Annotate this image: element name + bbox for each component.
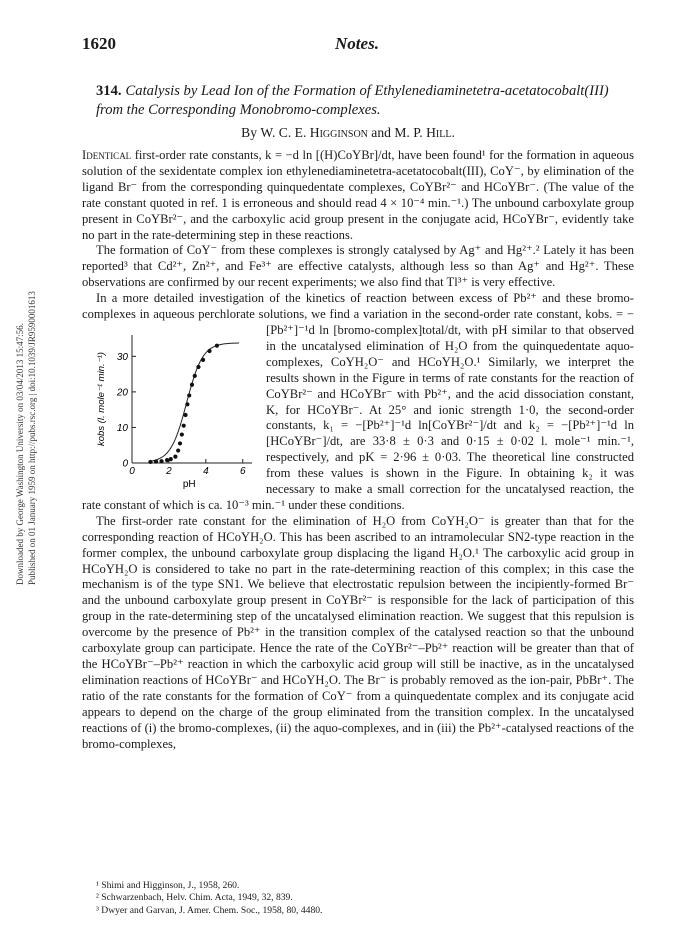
paragraph-2: The formation of CoY⁻ from these complexes is strongly catalysed by Ag⁺ and Hg²⁺.² Lately it has been reported³ that Cd²⁺, Zn²⁺, and Fe³⁺ are effective catalysts, although less so than Ag⁺ and Hg²⁺. These observations are confirmed by our recent experiments; we also find that Tl³⁺ is very effective. bbox=[82, 243, 634, 290]
theoretical-line bbox=[149, 343, 239, 461]
paragraph-3-intro: In a more detailed investigation of the kinetics of reaction between excess of Pb²⁺ and these bromo-complexes in aqueous perchlorate solutions, we find a variation in the second-order rate constant, kobs. = −[Pb²⁺]⁻¹d ln [bromo-complex]total/dt, with pH similar to bbox=[82, 291, 634, 337]
data-point bbox=[159, 459, 163, 463]
data-point bbox=[180, 432, 184, 436]
paragraph-1 bbox=[82, 148, 634, 243]
footnote-2: ² Schwarzenbach, Helv. Chim. Acta, 1949, 32, 839. bbox=[96, 892, 293, 904]
authors-conjunction: and bbox=[367, 125, 395, 140]
article-title-text: Catalysis by Lead Ion of the Formation of Ethylenediaminetetra-acetatocobalt(III) from the Corresponding Monobromo-complexes. bbox=[96, 83, 609, 118]
data-point bbox=[183, 413, 187, 417]
running-title: Notes. bbox=[335, 34, 379, 53]
x-tick-label: 2 bbox=[166, 465, 172, 477]
paragraph-1-lead: Identical bbox=[82, 148, 132, 162]
y-axis-label: kobs (l. mole⁻¹ min.⁻¹) bbox=[96, 351, 107, 446]
download-notice: Downloaded by George Washington University on 03/04/2013 15:47:56. bbox=[15, 323, 25, 585]
y-tick-label: 10 bbox=[116, 422, 128, 434]
page-header bbox=[82, 34, 632, 56]
data-point bbox=[165, 458, 169, 462]
article-number: 314. bbox=[96, 83, 122, 99]
authors-suffix: . bbox=[451, 125, 455, 140]
data-point bbox=[193, 374, 197, 378]
y-tick-label: 20 bbox=[116, 387, 128, 399]
data-point bbox=[207, 349, 211, 353]
data-point bbox=[182, 424, 186, 428]
footnote-3: ³ Dwyer and Garvan, J. Amer. Chem. Soc., 1958, 80, 4480. bbox=[96, 904, 323, 916]
data-point bbox=[185, 402, 189, 406]
data-point bbox=[154, 459, 158, 463]
x-tick-label: 0 bbox=[129, 465, 135, 477]
figure-kobs-vs-ph bbox=[78, 325, 256, 491]
x-tick-label: 4 bbox=[203, 465, 209, 477]
data-point bbox=[176, 448, 180, 452]
author-hill: M. P. Hill bbox=[394, 125, 452, 140]
doi-link[interactable]: Published on 01 January 1959 on http://pubs.rsc.org | doi:10.1039/JR9590001613 bbox=[27, 291, 37, 585]
y-tick-label: 0 bbox=[122, 458, 128, 470]
data-point bbox=[196, 365, 200, 369]
paragraph-4: The first-order rate constant for the elimination of H₂O from CoYH₂O⁻ is greater than that for the corresponding reaction of HCoYH₂O. This has been ascribed to an intramolecular SN2-type reaction in the former complex, the unbound carboxylate group displacing the ligand H₂O.¹ The carboxylic acid group in HCoYH₂O is considered to take no part in the rate-determining reaction of this complex; in this case the mechanism is of the type SN1. We believe that electrostatic repulsion between the incipiently-formed Br⁻ and the unbound carboxylate group present in CoYBr²⁻ is responsible for the lack of participation of this group in the rate-determining step of the uncatalysed elimination reaction. We suggest that this repulsion is overcome by the presence of Pb²⁺ in the transition complex of the catalysed reaction so that the unbound carboxylate group can participate. Hence the rate of the CoYBr²⁻–Pb²⁺ reaction will be greater than that of the HCoYBr⁻–Pb²⁺ reaction in which the carboxylic acid group will still be inactive, as in the uncatalysed elimination reactions of HCoYBr⁻ and HCoYH₂O. The Br⁻ is probably removed as the ion-pair, PbBr⁺. The ratio of the rate constants for the formation of CoY⁻ from a quinquedentate complex and its conjugate acid appears to depend on the charge of the group eliminated from the transition complex. In the uncatalysed reactions of (i) the bromo-complexes, (ii) the aquo-complexes, and in (iii) the Pb²⁺-catalysed reactions of the bromo-complexes, bbox=[82, 513, 634, 751]
footnote-1: ¹ Shimi and Higginson, J., 1958, 260. bbox=[96, 880, 240, 891]
footnotes bbox=[96, 880, 616, 917]
article-title bbox=[96, 82, 616, 120]
y-tick-label: 30 bbox=[116, 351, 128, 363]
data-point bbox=[187, 393, 191, 397]
data-point bbox=[215, 344, 219, 348]
article-body bbox=[82, 148, 634, 752]
paragraph-3 bbox=[82, 291, 634, 514]
page-number: 1620 bbox=[82, 34, 116, 53]
paragraph-1-text: first-order rate constants, k = −d ln [(H)CoYBr]/dt, have been found¹ for the formation in aqueous solution of the sexidentate complex ion ethylenediaminetetra-acetatocobalt(III), CoY⁻, by elimination of the ligand Br⁻ from the corresponding quinquedentate complexes, CoYBr²⁻ and HCoYBr⁻. (The value of the rate constant quoted in ref. 1 is erroneous and should read 4 × 10⁻⁴ min.⁻¹.) The unbound carboxylate group present in CoYBr²⁻, and the carboxylic acid group present in the conjugate acid, HCoYBr⁻, evidently take no part in the rate-determining step in these reactions. bbox=[82, 148, 634, 242]
download-sidebar bbox=[3, 225, 43, 585]
kobs-ph-chart bbox=[92, 325, 270, 491]
data-point bbox=[173, 454, 177, 458]
data-point bbox=[201, 358, 205, 362]
data-point bbox=[169, 457, 173, 461]
paragraph-3-text: that observed in the uncatalysed elimination of H₂O from the quinquedentate aquo-complexes, CoYH₂O⁻ and HCoYH₂O.¹ Similarly, we interpret the results shown in the Figure in terms of rate constants for the reaction of CoYBr²⁻ and HCoYBr⁻ with Pb²⁺, and the acid dissociation constant, K, for HCoYBr⁻. At 25° and ionic strength 1·0, the second-order constants, k₁ = −[Pb²⁺]⁻¹d ln[CoYBr²⁻]/dt and k₂ = −[Pb²⁺]⁻¹d ln [HCoYBr⁻]/dt, are 33·8 ± 0·3 and 0·15 ± 0·02 l. mole⁻¹ min.⁻¹, respectively, and pK = 2·96 ± 0·03. The theoretical line constructed from these values is shown in the Figure. In obtaining k₂ it was necessary to make a small correction for the uncatalysed reaction, the rate constant of which is ca. 10⁻³ min.⁻¹ under these conditions. bbox=[82, 322, 634, 512]
authors-prefix: By bbox=[241, 125, 261, 140]
author-higginson: W. C. E. Higginson bbox=[260, 125, 368, 140]
data-point bbox=[148, 460, 152, 464]
data-point bbox=[178, 441, 182, 445]
authors-line bbox=[0, 125, 696, 141]
x-axis-label: pH bbox=[182, 478, 196, 490]
x-tick-label: 6 bbox=[239, 465, 246, 477]
data-point bbox=[190, 383, 194, 387]
